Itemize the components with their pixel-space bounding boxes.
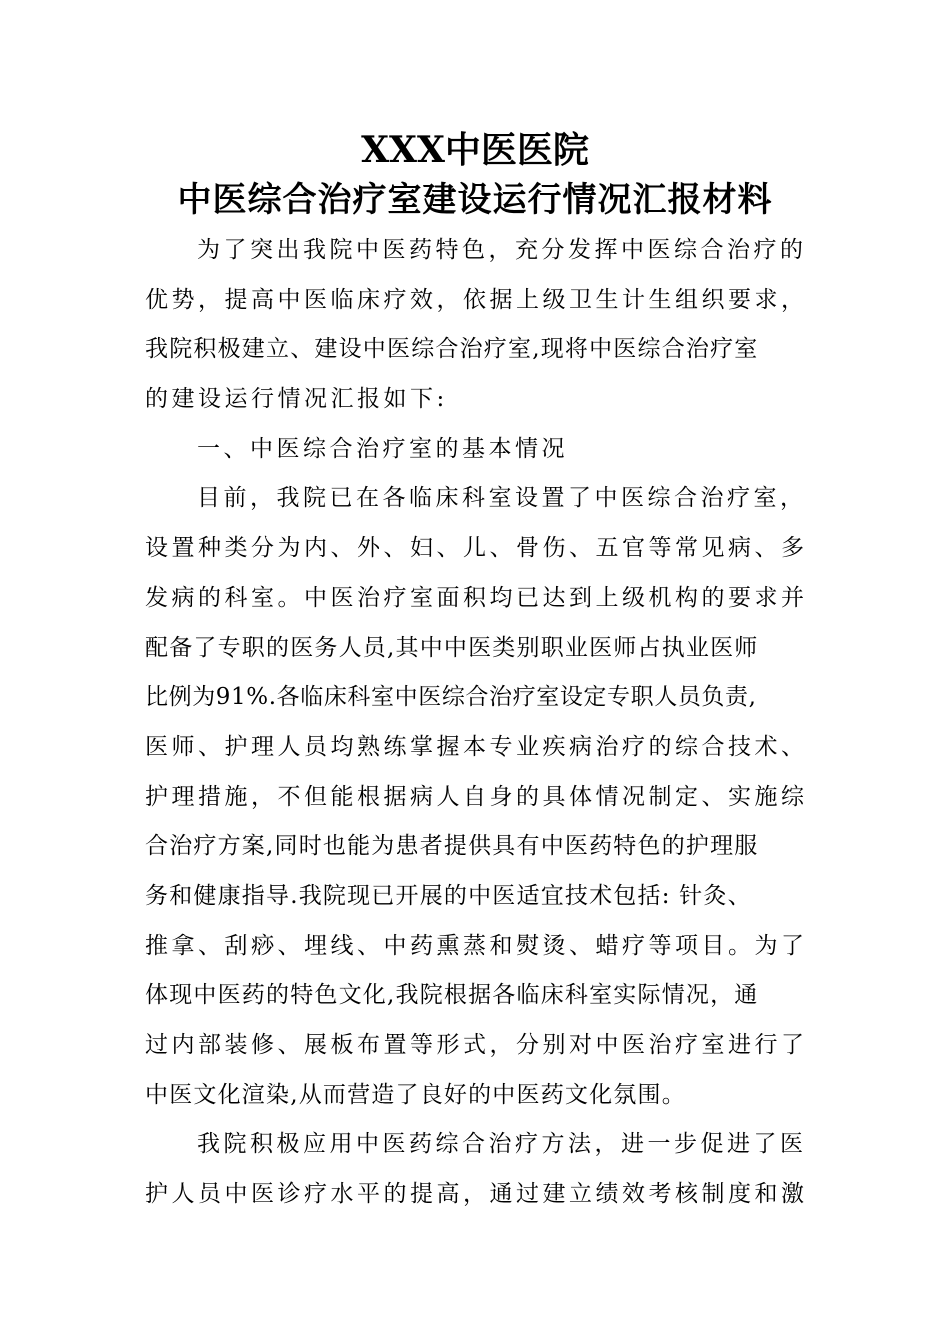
section-heading: 一、中医综合治疗室的基本情况 <box>197 435 568 462</box>
body-line: 务和健康指导.我院现已开展的中医适宜技术包括: 针灸、 <box>145 882 752 909</box>
body-line: 中医文化渲染,从而营造了良好的中医药文化氛围。 <box>145 1081 686 1108</box>
body-line: 医师、护理人员均熟练掌握本专业疾病治疗的综合技术、 <box>145 733 808 760</box>
body-line: 的建设运行情况汇报如下: <box>145 386 448 413</box>
body-line: 配备了专职的医务人员,其中中医类别职业医师占执业医师 <box>145 634 759 661</box>
document-title-hospital: XXX中医医院 <box>361 129 589 171</box>
body-line: 比例为91%.各临床科室中医综合治疗室设定专职人员负责, <box>145 684 757 711</box>
body-line: 护人员中医诊疗水平的提高，通过建立绩效考核制度和激 <box>145 1181 808 1208</box>
body-line: 发病的科室。中医治疗室面积均已达到上级机构的要求并 <box>145 584 808 611</box>
body-line: 我院积极应用中医药综合治疗方法，进一步促进了医 <box>197 1131 807 1158</box>
body-line: 推拿、刮痧、埋线、中药熏蒸和熨烫、蜡疗等项目。为了 <box>145 932 808 959</box>
body-line: 体现中医药的特色文化,我院根据各临床科室实际情况，通 <box>145 982 759 1009</box>
body-line: 为了突出我院中医药特色，充分发挥中医综合治疗的 <box>197 237 807 263</box>
body-line: 合治疗方案,同时也能为患者提供具有中医药特色的护理服 <box>145 833 759 860</box>
document-body <box>145 226 815 1220</box>
body-line: 优势，提高中医临床疗效，依据上级卫生计生组织要求， <box>145 286 808 313</box>
body-line: 我院积极建立、建设中医综合治疗室,现将中医综合治疗室 <box>145 336 759 363</box>
body-line: 护理措施，不但能根据病人自身的具体情况制定、实施综 <box>145 783 808 810</box>
body-line: 过内部装修、展板布置等形式，分别对中医治疗室进行了 <box>145 1032 808 1058</box>
body-line: 设置种类分为内、外、妇、儿、骨伤、五官等常见病、多 <box>145 535 808 562</box>
document-title-report: 中医综合治疗室建设运行情况汇报材料 <box>177 180 773 220</box>
body-line: 目前，我院已在各临床科室设置了中医综合治疗室， <box>197 485 807 512</box>
